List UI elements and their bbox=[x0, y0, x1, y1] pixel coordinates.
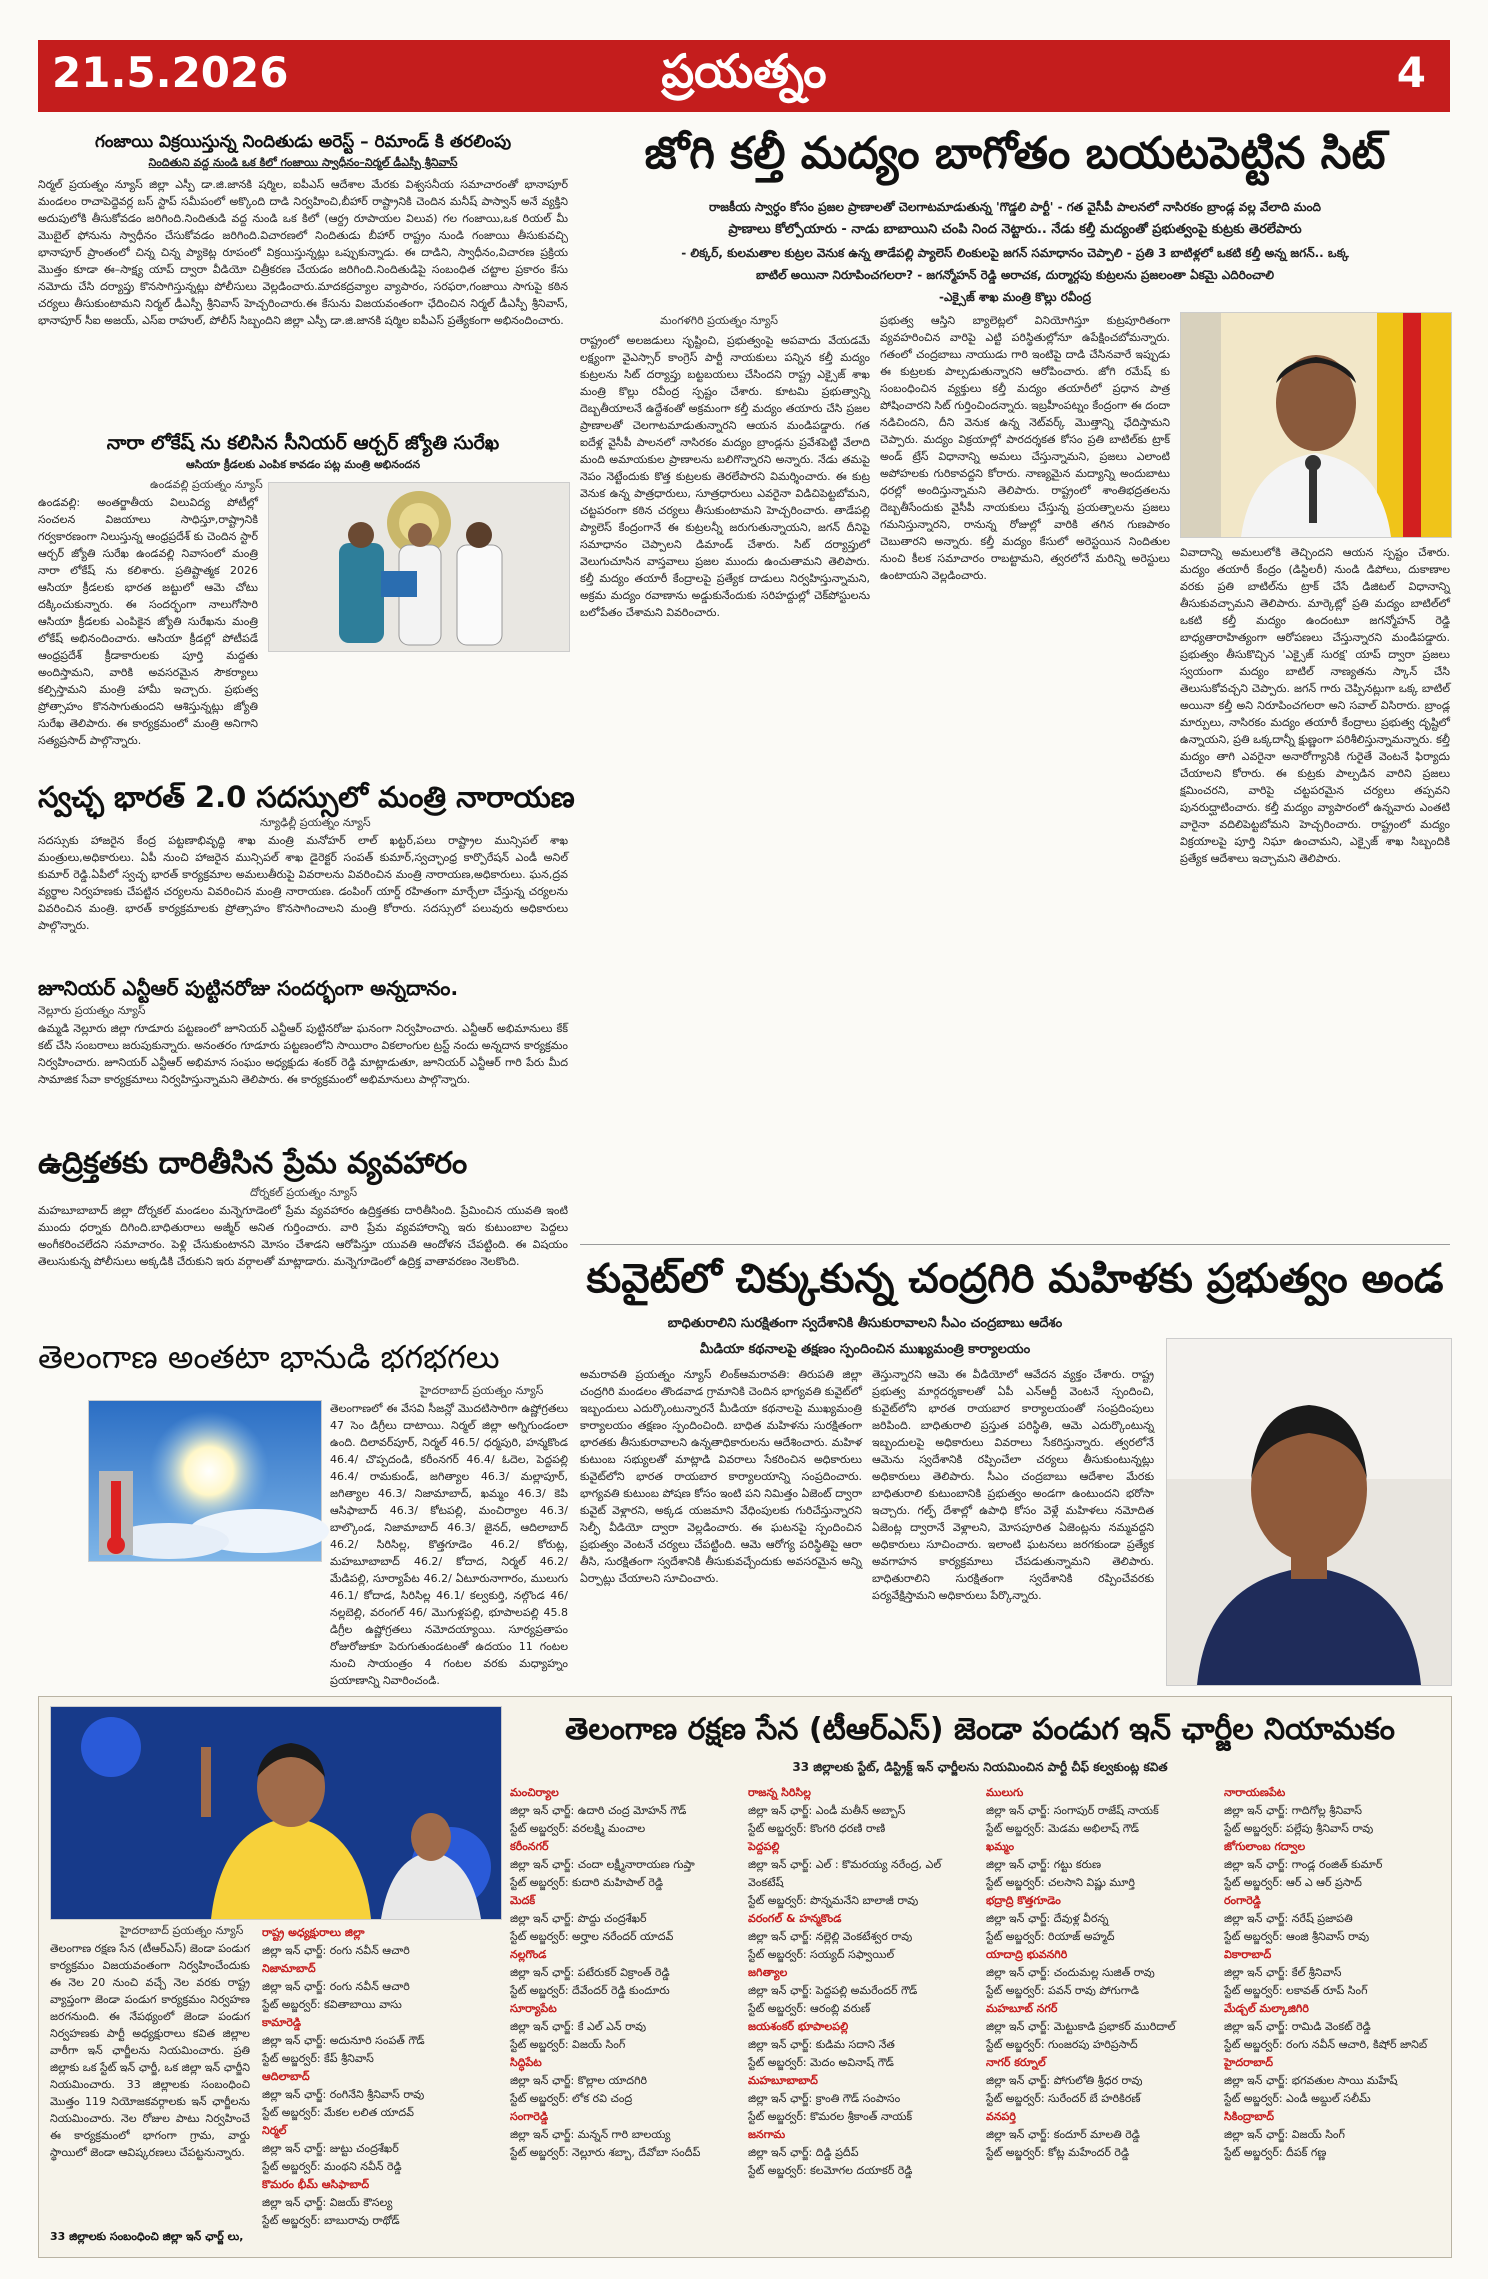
incharge-line: జిల్లా ఇన్ ఛార్జ్: ఎల్ : కొమరయ్య నరేంద్ర, ఎల్ వెంకటేష్ bbox=[748, 1858, 942, 1889]
ganja-subheadline: నిందితుని వద్ద నుండి ఒక కిలో గంజాయి స్వాధీనం–నిర్మల్ డీఎస్పీ శ్రీనివాస్ bbox=[148, 156, 458, 169]
district-name: ఆదిలాబాద్ bbox=[262, 2070, 310, 2083]
incharge-line: జిల్లా ఇన్ ఛార్జ్: గట్టు కరుణ bbox=[986, 1858, 1102, 1871]
kuwait-sub1: బాధితురాలిని సురక్షితంగా స్వదేశానికి తీసుకురావాలని సీఎం చంద్రబాబు ఆదేశం bbox=[667, 1316, 1063, 1331]
district-name: సికింద్రాబాద్ bbox=[1224, 2110, 1275, 2123]
district-name: రాజన్న సిరిసిల్ల bbox=[748, 1786, 811, 1799]
incharge-line: స్టేట్ అబ్జర్వర్: లోక రవి చంద్ర bbox=[510, 2092, 633, 2105]
jyothi-body-left: ఉండవల్లి: అంతర్జాతీయ విలువిద్య పోటీల్లో సంచలన విజయాలు సాధిస్తూ,రాష్ట్రానికి గర్వకారణంగా నిలుస్తున్న ఆంధ్రప్రదేశ్ కు చెందిన స్టార్ ఆర్చర్ జ్యోతి సురేఖ ఉండవల్లి నివాసంలో మంత్రి నారా లోకేష్ ను కలిశారు. ప్రతిష్టాత్మక 2026 ఆసియా క్రీడలకు భారత జట్టులో ఆమె చోటు దక్కించుకున్నారు. ఈ సందర్భంగా నాలుగోసారి ఆసియా క్రీడలకు ఎంపికైన జ్యోతి సురేఖను మంత్రి లోకేష్ అభినందించారు. ఆసియా క్రీడల్లో పోటీపడే ఆంధ్రప్రదేశ్ క్రీడాకారులకు పూర్తి మద్దతు అందిస్తామని, వారికి అవసరమైన సౌకర్యాలు కల్పిస్తామని మంత్రి హామీ ఇచ్చారు. ప్రభుత్వ ప్రోత్సాహం కొనసాగుతుందని ఆశిస్తున్నట్లు జ్యోతి సురేఖ తెలిపారు. ఈ కార్యక్రమంలో మంత్రి అనిగాని సత్యప్రసాద్ పాల్గొన్నారు. bbox=[38, 496, 258, 747]
kuwait-col2: తెస్తున్నారని ఆమె ఈ వీడియోలో ఆవేదన వ్యక్తం చేశారు. రాష్ట్ర ప్రభుత్వ మార్గదర్శకాలతో ఏపీ ఎన్ఆర్టీ వెంటనే స్పందించి, కువైట్‌లోని భారత రాయబార కార్యాలయంతో సంప్రదింపులు జరిపింది. బాధితురాలి ప్రస్తుత పరిస్థితి, ఆమె ఎదుర్కొంటున్న ఇబ్బందులపై అధికారులు వివరాలు సేకరిస్తున్నారు. త్వరలోనే ఆమెను స్వదేశానికి రప్పించేలా చర్యలు తీసుకుంటున్నట్లు అధికారులు తెలిపారు. సీఎం చంద్రబాబు ఆదేశాల మేరకు బాధితురాలి కుటుంబానికి ప్రభుత్వం అండగా ఉంటుందని భరోసా ఇచ్చారు. గల్ఫ్ దేశాల్లో ఉపాధి కోసం వెళ్లే మహిళలు నమోదిత ఏజెంట్ల ద్వారానే వెళ్లాలని, మోసపూరిత ఏజెంట్లను నమ్మవద్దని అధికారులు సూచించారు. ఇలాంటి ఘటనలు జరగకుండా ప్రత్యేక అవగాహన కార్యక్రమాలు చేపడుతున్నామని తెలిపారు. బాధితురాలిని సురక్షితంగా స్వదేశానికి రప్పించేవరకు పర్యవేక్షిస్తామని అధికారులు పేర్కొన్నారు. bbox=[872, 1368, 1154, 1602]
incharge-line: జిల్లా ఇన్ ఛార్జ్: గాండ్ల రంజిత్ కుమార్ bbox=[1224, 1858, 1383, 1871]
district-name: మహబూబాబాద్ bbox=[748, 2074, 818, 2087]
incharge-line: జిల్లా ఇన్ ఛార్జ్: పోగులోతి శ్రీధర రావు bbox=[986, 2074, 1143, 2087]
district-name: జగిత్యాల bbox=[748, 1966, 788, 1979]
district-name: నిర్మల్ bbox=[262, 2124, 287, 2137]
district-name: మంచిర్యాల bbox=[510, 1786, 559, 1799]
district-name: ఖమ్మం bbox=[986, 1840, 1015, 1853]
incharge-line: జిల్లా ఇన్ ఛార్జ్: కొల్లాల యాదగిరి bbox=[510, 2074, 648, 2087]
heat-headline: తెలంగాణ అంతటా భానుడి భగభగలు bbox=[38, 1338, 500, 1376]
district-name: మెదక్ bbox=[510, 1894, 536, 1907]
district-name: యాదాద్రి భువనగిరి bbox=[986, 1948, 1068, 1961]
trs-list-col1 bbox=[510, 1784, 740, 2252]
jyothi-body-cont bbox=[38, 650, 568, 775]
incharge-line: స్టేట్ అబ్జర్వర్: కుదారి మహిపాల్ రెడ్డి bbox=[510, 1876, 664, 1889]
incharge-line: స్టేట్ అబ్జర్వర్: రియాజ్ అహ్మద్ bbox=[986, 1930, 1115, 1943]
trs-list-col2 bbox=[748, 1784, 978, 2252]
trs-dateline: హైదరాబాద్ ప్రయత్నం న్యూస్ bbox=[120, 1924, 244, 1937]
district-name: వనపర్తి bbox=[986, 2110, 1016, 2123]
incharge-line: జిల్లా ఇన్ ఛార్జ్: అదునూరి సంపత్ గౌడ్ bbox=[262, 2034, 425, 2047]
district-name: జనగామ bbox=[748, 2128, 786, 2141]
district-name: రంగారెడ్డి bbox=[1224, 1894, 1261, 1907]
jogi-sub1: రాజకీయ స్వార్ధం కోసం ప్రజల ప్రాణాలతో చెలగాటమాడుతున్న 'గొడ్డలి పార్టీ' - గత వైసీపీ పాలనలో నాసిరకం బ్రాండ్ల వల్ల వేలాది మంది bbox=[708, 200, 1322, 214]
district-name: వికారాబాద్ bbox=[1224, 1948, 1272, 1961]
trs-headline: తెలంగాణ రక్షణ సేన (టీఆర్ఎస్) జెండా పండుగ ఇన్ ఛార్జీల నియామకం bbox=[564, 1712, 1396, 1747]
incharge-line: స్టేట్ అబ్జర్వర్: చలసాని విష్ణు మూర్తి bbox=[986, 1876, 1135, 1889]
incharge-line: జిల్లా ఇన్ ఛార్జ్: మెట్టుకాడి ప్రభాకర్ మురిదాల్ bbox=[986, 2020, 1176, 2033]
incharge-line: స్టేట్ అబ్జర్వర్: పొన్నమనేని బాలాజీ రావు bbox=[748, 1894, 919, 1907]
ntr-body: ఉమ్మడి నెల్లూరు జిల్లా గూడూరు పట్టణంలో జూనియర్ ఎన్టీఆర్ పుట్టినరోజు ఘనంగా నిర్వహించారు. ఎన్టీఆర్ అభిమానులు కేక్ కట్ చేసి సంబరాలు జరుపుకున్నారు. అనంతరం గూడూరు పట్టణంలోని సాయిరాం వికలాంగుల ట్రస్ట్ నందు అన్నదాన కార్యక్రమం నిర్వహించారు. జూనియర్ ఎన్టీఆర్ అభిమాన సంఘం అధ్యక్షుడు శంకర్ రెడ్డి మాట్లాడుతూ, జూనియర్ ఎన్టీఆర్ గారి పేరు మీద సామాజిక సేవా కార్యక్రమాలు నిర్వహిస్తున్నామని తెలిపారు. ఈ కార్యక్రమంలో అభిమానులు పాల్గొన్నారు. bbox=[38, 1022, 568, 1086]
jogi-dateline: మంగళగిరి ప్రయత్నం న్యూస్ bbox=[660, 314, 778, 327]
incharge-line: స్టేట్ అబ్జర్వర్: కొంగరి ధరణి రాణి bbox=[748, 1822, 886, 1835]
kuwait-col1: అమరావతి ప్రయత్నం న్యూస్ లింక్‌ఆమరావతి: తిరుపతి జిల్లా చంద్రగిరి మండలం తొండవాడ గ్రామానికి చెందిన భాగ్యవతి కువైట్‌లో ఇబ్బందులు ఎదుర్కొంటున్నారనే మీడియా కథనాలపై ముఖ్యమంత్రి కార్యాలయం తక్షణం స్పందించింది. బాధిత మహిళను సురక్షితంగా భారతకు తీసుకురావాలని ఉన్నతాధికారులను ఆదేశించారు. మహిళ కుటుంబ సభ్యులతో మాట్లాడి వివరాలు సేకరించిన అధికారులు కువైట్‌లోని భారత రాయబార కార్యాలయాన్ని సంప్రదించారు. భాగ్యవతి కుటుంబ పోషణ కోసం ఇంటి పని నిమిత్తం ఏజెంట్ ద్వారా కువైట్ వెళ్లారని, అక్కడ యజమాని వేధింపులకు గురిచేస్తున్నారని సెల్ఫీ వీడియో ద్వారా వెల్లడించారు. ఈ ఘటనపై స్పందించిన ప్రభుత్వం వెంటనే చర్యలు చేపట్టింది. ఆమె ఆరోగ్య పరిస్థితిపై ఆరా తీసి, సురక్షితంగా స్వదేశానికి తీసుకువచ్చేందుకు అవసరమైన అన్ని ఏర్పాట్లు చేయాలని సూచించారు. bbox=[580, 1368, 862, 1585]
jogi-col4: వివాదాన్ని అమలులోకి తెచ్చిందని ఆయన స్పష్టం చేశారు. మద్యం తయారీ కేంద్రం (డిస్టిలరీ) నుండి డిపోలు, దుకాణాల వరకు ప్రతి బాటిల్‌ను ట్రాక్ చేసే డిజిటల్ విధానాన్ని తీసుకువచ్చామని తెలిపారు. మార్కెట్లో ప్రతి మద్యం బాటిల్‌లో ఒకటి కల్తీ మద్యం ఉందంటూ జగన్మోహన్ రెడ్డి బాధ్యతారాహిత్యంగా ఆరోపణలు చేస్తున్నారని మండిపడ్డారు. ప్రభుత్వం తీసుకొచ్చిన 'ఎక్సైజ్ సురక్ష' యాప్ ద్వారా ప్రజలు స్వయంగా మద్యం బాటిల్ నాణ్యతను స్కాన్ చేసి తెలుసుకోవచ్చని చెప్పారు. జగన్ గారు చెప్పినట్లుగా ఒక్క బాటిల్ అయినా కల్తీ అని నిరూపించగలరా అని సవాల్ విసిరారు. బ్రాండ్ల మార్పులు, నాసిరకం మద్యం తయారీ కేంద్రాలు ప్రభుత్వ దృష్టిలో ఉన్నాయని, ప్రతి ఒక్కదాన్నీ క్షుణ్ణంగా పరిశీలిస్తున్నామన్నారు. కల్తీ మద్యం తాగి ఎవరైనా అనారోగ్యానికి గురైతే వెంటనే ఫిర్యాదు చేయాలని కోరారు. ఈ కుట్రకు పాల్పడిన వారిని ప్రజలు క్షమించరని, వారిపై చట్టపరమైన చర్యలు తప్పవని పునరుద్ఘాటించారు. కల్తీ మద్యం వ్యాపారంలో ఉన్నవారు ఎంతటి వారైనా వదిలిపెట్టబోమని హెచ్చరించారు. రాష్ట్రంలో మద్యం విక్రయాలపై పూర్తి నిఘా ఉంచామని, ఎక్సైజ్ శాఖ సిబ్బందికి ప్రత్యేక ఆదేశాలు ఇచ్చామని తెలిపారు. bbox=[1180, 546, 1450, 865]
love-dateline: దోర్నకల్ ప్రయత్నం న్యూస్ bbox=[250, 1186, 358, 1199]
incharge-line: జిల్లా ఇన్ ఛార్జ్: నల్లెల్లి వెంకటేశ్వర రావు bbox=[748, 1930, 913, 1943]
jogi-sub2: ప్రాణాలు కోల్పోయారు - నాడు బాబాయిని చంపి నింద నెట్టారు.. నేడు కల్తీ మద్యంతో ప్రభుత్వంపై కుట్రకు తెరలేపారు bbox=[728, 222, 1302, 237]
trs-list-col0 bbox=[262, 1924, 498, 2254]
district-name: నారాయణపేట bbox=[1224, 1786, 1286, 1799]
incharge-line: జిల్లా ఇన్ ఛార్జ్: విజయ్ కౌసల్య bbox=[262, 2196, 393, 2209]
masthead bbox=[38, 40, 1450, 112]
incharge-line: స్టేట్ అబ్జర్వర్: విజయ్ సింగ్ bbox=[510, 2038, 626, 2051]
trs-list-col4 bbox=[1224, 1784, 1446, 2252]
page-number: 4 bbox=[1396, 48, 1426, 97]
district-name: వరంగల్ & హన్మకొండ bbox=[748, 1912, 842, 1925]
minister-photo bbox=[1180, 312, 1452, 538]
incharge-line: జిల్లా ఇన్ ఛార్జ్: కందూర్ మాలతి రెడ్డి bbox=[986, 2128, 1140, 2141]
incharge-line: జిల్లా ఇన్ ఛార్జ్: ఎండీ మతీన్ అబ్బాస్ bbox=[748, 1804, 906, 1817]
jogi-col1: రాష్ట్రంలో అలజడులు సృష్టించి, ప్రభుత్వంపై అపవాదు వేయడమే లక్ష్యంగా వైఎస్సార్ కాంగ్రెస్ పార్టీ నాయకులు పన్నిన కల్తీ మద్యం కుట్రలను సిట్ దర్యాప్తు బట్టబయలు చేసిందని రాష్ట్ర ఎక్సైజ్ శాఖ మంత్రి కొల్లు రవీంద్ర స్పష్టం చేశారు. కూటమి ప్రభుత్వాన్ని దెబ్బతీయాలనే ఉద్దేశంతో అక్రమంగా కల్తీ మద్యం తయారు చేసి ప్రజల ప్రాణాలతో చెలగాటమాడుతున్నారని ఆయన మండిపడ్డారు. గత ఐదేళ్ల వైసీపీ పాలనలో నాసిరకం మద్యం బ్రాండ్లను ప్రవేశపెట్టి వేలాది మంది అమాయకుల ప్రాణాలను బలిగొన్నారని అన్నారు. నేడు తమపై నెపం నెట్టేందుకు కొత్త కుట్రలకు తెరలేపారని విమర్శించారు. ఈ కుట్ర వెనుక ఉన్న పాత్రధారులు, సూత్రధారులు ఎవరైనా విడిచిపెట్టబోమని, చట్టపరంగా కఠిన చర్యలు తీసుకుంటామని హెచ్చరించారు. తాడేపల్లి ప్యాలెస్ కేంద్రంగానే ఈ కుట్రలన్నీ జరుగుతున్నాయని, జగన్ దీనిపై సమాధానం చెప్పాలని డిమాండ్ చేశారు. సిట్ దర్యాప్తులో వెలుగుచూసిన వాస్తవాలు ప్రజల ముందు ఉంచుతామని తెలిపారు. కల్తీ మద్యం తయారీ కేంద్రాలపై ప్రత్యేక దాడులు నిర్వహిస్తున్నామని, అక్రమ మద్యం రవాణాను అడ్డుకునేందుకు సరిహద్దుల్లో చెక్‌పోస్టులను బలోపేతం చేశామని వివరించారు. bbox=[580, 334, 870, 619]
love-headline: ఉద్రిక్తతకు దారితీసిన ప్రేమ వ్యవహారం bbox=[38, 1146, 468, 1181]
incharge-line: స్టేట్ అబ్జర్వర్: పల్లేపు శ్రీనివాస్ రావు bbox=[1224, 1822, 1374, 1835]
district-name: సూర్యాపేట bbox=[510, 2002, 557, 2015]
incharge-line: జిల్లా ఇన్ ఛార్జ్: రంగు నవీన్ ఆచారి bbox=[262, 1980, 410, 1993]
incharge-line: స్టేట్ అబ్జర్వర్: లకావత్ రూప్ సింగ్ bbox=[1224, 1984, 1368, 1997]
incharge-line: స్టేట్ అబ్జర్వర్: అర్హాల నరేందర్ యాదవ్ bbox=[510, 1930, 674, 1943]
incharge-line: జిల్లా ఇన్ ఛార్జ్: చందా లక్ష్మీనారాయణ గుప్తా bbox=[510, 1858, 695, 1871]
trs-footer: 33 జిల్లాలకు సంబంధించి జిల్లా ఇన్ ఛార్జ్ లు, bbox=[50, 2230, 244, 2243]
jogi-headline: జోగి కల్తీ మద్యం బాగోతం బయటపెట్టిన సిట్ bbox=[644, 128, 1386, 179]
ganja-body: నిర్మల్ ప్రయత్నం న్యూస్ జిల్లా ఎస్పీ డా.జి.జానకి షర్మిల, ఐపీఎస్ ఆదేశాల మేరకు విశ్వసనీయ సమాచారంతో భానాపూర్ మండలం రాచాపెద్దెవర్ల బస్ స్టాప్ సమీపంలో అక్కొంది దాడి నిర్వహించి,బీహార్ రాష్ట్రానికి చెందిన మనీష్ పాస్వాన్ అనే వ్యక్తిని అదుపులోకి తీసుకోవడం జరిగింది.నిందితుడి వద్ద నుండి ఒక కిలో (ఆర్ద్ర రూపాయల విలువ) గల గంజాయి,ఒక రియల్ మీ మొబైల్ ఫోనును స్వాధీనం చేసుకోవడం జరిగింది.విచారణలో నిందితుడు బీహార్ రాష్ట్రం నుండి గంజాయి తీసుకువచ్చి భానాపూర్ ప్రాంతంలో చిన్న చిన్న ప్యాకెట్ల రూపంలో విక్రయిస్తున్నట్లు ఒప్పుకున్నాడు. ఈ దాడిని, స్వాధీనం,విచారణ ప్రక్రియ మొత్తం కూడా ఈ–సాక్ష్య యాప్ ద్వారా వీడియో చిత్రీకరణ చేయడం జరిగింది.నిందితుడిపై సంబంధిత చట్టాల ప్రకారం కేసు నమోదు చేసి దర్యాప్తు కొనసాగిస్తున్నట్లు పోలీసులు వెల్లడించారు.మాదకద్రవ్యాల వ్యాపారం, సరఫరా,గంజాయి సాగుపై కఠిన చర్యలు తీసుకుంటామని నిర్మల్ డీఎస్పీ శ్రీనివాస్ హెచ్చరించారు.ఈ కేసును విజయవంతంగా ఛేదించిన నిర్మల్ డీఎస్పీ శ్రీనివాస్, భానాపూర్ సీఐ అజయ్, ఎస్ఐ రాహుల్, పోలీస్ సిబ్బందిని జిల్లా ఎస్పీ డా.జి.జానకి షర్మిల ఐపీఎస్ ప్రత్యేకంగా అభినందించారు. bbox=[38, 178, 568, 327]
district-name: కామారెడ్డి bbox=[262, 2016, 302, 2029]
incharge-line: స్టేట్ అబ్జర్వర్: గుంజరపు హరిప్రసాద్ bbox=[986, 2038, 1138, 2051]
incharge-line: స్టేట్ అబ్జర్వర్: కలమోగల దయాకర్ రెడ్డి bbox=[748, 2164, 913, 2177]
incharge-line: స్టేట్ అబ్జర్వర్: మెదం అవినాష్ గౌడ్ bbox=[748, 2056, 894, 2069]
incharge-line: జిల్లా ఇన్ ఛార్జ్: చందుమల్ల సుజిత్ రావు bbox=[986, 1966, 1155, 1979]
incharge-line: స్టేట్ అబ్జర్వర్: సురేందర్ బే హరికిరణ్ bbox=[986, 2092, 1141, 2105]
incharge-line: జిల్లా ఇన్ ఛార్జ్: కుడిమ సదాని నేత bbox=[748, 2038, 895, 2051]
incharge-line: స్టేట్ అబ్జర్వర్: పవన్ రావు పోగుగాడి bbox=[986, 1984, 1140, 1997]
incharge-line: జిల్లా ఇన్ ఛార్జ్: మన్నన్ గారి బాలయ్య bbox=[510, 2128, 671, 2141]
ganja-headline: గంజాయి విక్రయిస్తున్న నిందితుడు అరెస్ట్ – రిమాండ్ కి తరలింపు bbox=[94, 132, 512, 152]
district-name: నాగర్ కర్నూల్ bbox=[986, 2056, 1046, 2069]
incharge-line: స్టేట్ అబ్జర్వర్: దేవేందర్ రెడ్డి కుందూరు bbox=[510, 1984, 670, 1997]
incharge-line: జిల్లా ఇన్ ఛార్జ్: సంగాపుర్ రాజేష్ నాయక్ bbox=[986, 1804, 1159, 1817]
divider bbox=[580, 1244, 1450, 1245]
incharge-line: జిల్లా ఇన్ ఛార్జ్: పొద్దు చంద్రశేఖర్ bbox=[510, 1912, 647, 1925]
incharge-line: జిల్లా ఇన్ ఛార్జ్: రంగు నవీన్ ఆచారి bbox=[262, 1944, 410, 1957]
incharge-line: జిల్లా ఇన్ ఛార్జ్: జుట్టు చంద్రశేఖర్ bbox=[262, 2142, 399, 2155]
incharge-line: జిల్లా ఇన్ ఛార్జ్: ఉదారి చంద్ర మోహన్ గౌడ్ bbox=[510, 1804, 687, 1817]
incharge-line: స్టేట్ అబ్జర్వర్: బాబురావు రాథోడ్ bbox=[262, 2214, 400, 2227]
district-name: సంగారెడ్డి bbox=[510, 2110, 549, 2123]
incharge-line: స్టేట్ అబ్జర్వర్: మంథని నవీన్ రెడ్డి bbox=[262, 2160, 402, 2173]
swachh-headline: స్వచ్ఛ భారత్ 2.0 సదస్సులో మంత్రి నారాయణ bbox=[38, 780, 575, 814]
district-name: మహబూబ్ నగర్ bbox=[986, 2002, 1058, 2015]
incharge-line: స్టేట్ అబ్జర్వర్: మెడమ అభిలాష్ గౌడ్ bbox=[986, 1822, 1140, 1835]
incharge-line: జిల్లా ఇన్ ఛార్జ్: కే ఎల్ ఎన్ రావు bbox=[510, 2020, 647, 2033]
incharge-line: జిల్లా ఇన్ ఛార్జ్: భగవతుల సాయి మహేష్ bbox=[1224, 2074, 1398, 2087]
district-name: నల్లగొండ bbox=[510, 1948, 547, 1961]
district-name: హైదరాబాద్ bbox=[1224, 2056, 1273, 2069]
incharge-line: జిల్లా ఇన్ ఛార్జ్: పటేరుకర్ విక్రాంత్ రెడ్డి bbox=[510, 1966, 670, 1979]
jyothi-subheadline: ఆసియా క్రీడలకు ఎంపిక కావడం పట్ల మంత్రి అభినందన bbox=[185, 458, 421, 471]
trs-body: తెలంగాణ రక్షణ సేన (టీఆర్ఎస్) జెండా పండుగ కార్యక్రమం విజయవంతంగా నిర్వహించేందుకు ఈ నెల 20 నుంచి వచ్చే నెల వరకు రాష్ట్ర వ్యాప్తంగా జెండా పండుగ కార్యక్రమం నిర్వహణ జరగనుంది. ఈ నేపథ్యంలో జెండా పండుగ నిర్వహణకు పార్టీ అధ్యక్షురాలు కవిత జిల్లాల వారీగా ఇన్ ఛార్జీలను నియమించారు. ప్రతి జిల్లాకు ఒక స్టేట్ ఇన్ ఛార్జీ, ఒక జిల్లా ఇన్ ఛార్జీని నియమించారు. 33 జిల్లాలకు సంబంధించి మొత్తం 119 నియోజకవర్గాలకు ఇన్ ఛార్జీలను నియమించారు. నెల రోజుల పాటు నిర్వహించే ఈ కార్యక్రమంలో భాగంగా గ్రామ, వార్డు స్థాయిలో జెండా ఆవిష్కరణలు చేపట్టనున్నారు. bbox=[50, 1942, 250, 2159]
incharge-line: జిల్లా ఇన్ ఛార్జ్: విజయ్ సింగ్ bbox=[1224, 2128, 1345, 2141]
incharge-line: స్టేట్ అబ్జర్వర్: ఆరంబ్లి వరుణ్ bbox=[748, 2002, 871, 2015]
ntr-dateline: నెల్లూరు ప్రయత్నం న్యూస్ bbox=[38, 1004, 146, 1017]
trs-subheadline: 33 జిల్లాలకు స్టేట్, డిస్ట్రిక్ట్ ఇన్ ఛార్జీలను నియమించిన పార్టీ చీఫ్ కల్వకుంట్ల కవిత bbox=[792, 1760, 1168, 1774]
district-name: సిద్ధిపేట bbox=[510, 2056, 542, 2069]
incharge-line: జిల్లా ఇన్ ఛార్జ్: రామిడి వెంకట్ రెడ్డి bbox=[1224, 2020, 1371, 2033]
jyothi-headline: నారా లోకేష్ ను కలిసిన సీనియర్ ఆర్చర్ జ్యోతి సురేఖ bbox=[106, 432, 500, 454]
incharge-line: స్టేట్ అబ్జర్వర్: వరలక్ష్మి మంచాల bbox=[510, 1822, 646, 1835]
district-name: మేడ్చల్ మల్కాజిగిరి bbox=[1224, 2002, 1309, 2015]
district-name: కరీంనగర్ bbox=[510, 1840, 549, 1853]
heat-photo bbox=[88, 1400, 322, 1562]
incharge-line: స్టేట్ అబ్జర్వర్: సయ్యద్ సఫ్వాయిల్ bbox=[748, 1948, 895, 1961]
district-name: కొమరం భీమ్ ఆసిఫాబాద్ bbox=[262, 2178, 370, 2191]
incharge-line: స్టేట్ అబ్జర్వర్: రంగు నవీన్ ఆచారి, కిషోర్ జానిబ్ bbox=[1224, 2038, 1428, 2051]
incharge-line: స్టేట్ అబ్జర్వర్: ఎండీ అబ్దుల్ సలీమ్ bbox=[1224, 2092, 1371, 2105]
heat-dateline: హైదరాబాద్ ప్రయత్నం న్యూస్ bbox=[420, 1384, 544, 1397]
district-name: భద్రాద్రి కొత్తగూడెం bbox=[986, 1894, 1061, 1907]
incharge-line: జిల్లా ఇన్ ఛార్జ్: క్రాంతి గౌడ్ సంపాసం bbox=[748, 2092, 901, 2105]
jyothi-dateline: ఉండవల్లి ప్రయత్నం న్యూస్ bbox=[150, 478, 263, 491]
jogi-col2: ప్రభుత్వ ఆస్తిని బ్యాలెట్లలో వినియోగిస్తూ కుట్రపూరితంగా వ్యవహరించిన వారిపై ఎట్టి పరిస్థితుల్లోనూ ఉపేక్షించబోమన్నారు. గతంలో చంద్రబాబు నాయుడు గారి ఇంటిపై దాడి చేసినవారే ఇప్పుడు ఈ కుట్రలకు పాల్పడుతున్నారని ఆరోపించారు. జోగి రమేష్ కు సంబంధించిన వ్యక్తులు కల్తీ మద్యం తయారీలో ప్రధాన పాత్ర పోషించారని సిట్ గుర్తించిందన్నారు. ఇబ్రహీంపట్నం కేంద్రంగా ఈ దందా నడిచిందని, దీని వెనుక ఉన్న నెట్‌వర్క్ మొత్తాన్ని ఛేదిస్తామని చెప్పారు. మద్యం విక్రయాల్లో పారదర్శకత కోసం ప్రతి బాటిల్‌కు ట్రాక్ అండ్ ట్రేస్ విధానాన్ని అమలు చేస్తున్నామని, ప్రజలు ఎలాంటి అపోహలకు గురికావద్దని కోరారు. నాణ్యమైన మద్యాన్ని అందుబాటు ధరల్లో అందిస్తున్నామని తెలిపారు. రాష్ట్రంలో శాంతిభద్రతలను దెబ్బతీసేందుకు వైసీపీ నాయకులు చేస్తున్న ప్రయత్నాలను ప్రజలు గమనిస్తున్నారని, రానున్న రోజుల్లో వారికి తగిన గుణపాఠం చెబుతారని అన్నారు. కల్తీ మద్యం కేసులో అరెస్టయిన నిందితుల నుంచి కీలక సమాచారం రాబట్టామని, త్వరలోనే మరిన్ని అరెస్టులు ఉంటాయని వెల్లడించారు. bbox=[880, 314, 1170, 582]
incharge-line: స్టేట్ అబ్జర్వర్: ఆంజి శ్రీనివాస్ రావు bbox=[1224, 1930, 1370, 1943]
incharge-line: జిల్లా ఇన్ ఛార్జ్: కేల్ శ్రీనివాస్ bbox=[1224, 1966, 1342, 1979]
district-name: జోగులాంబ గద్వాల bbox=[1224, 1840, 1306, 1853]
heat-body-cont bbox=[38, 1570, 568, 1682]
district-name: ములుగు bbox=[986, 1786, 1024, 1799]
incharge-line: జిల్లా ఇన్ ఛార్జ్: నరేష్ ప్రజాపతి bbox=[1224, 1912, 1353, 1925]
swachh-dateline: న్యూఢిల్లీ ప్రయత్నం న్యూస్ bbox=[260, 816, 371, 829]
district-name: పెద్దపల్లి bbox=[748, 1840, 780, 1853]
incharge-line: స్టేట్ అబ్జర్వర్: కొమరల శ్రీకాంత్ నాయక్ bbox=[748, 2110, 913, 2123]
incharge-line: స్టేట్ అబ్జర్వర్: దీపక్ గణ్ణ bbox=[1224, 2146, 1327, 2159]
incharge-line: స్టేట్ అబ్జర్వర్: నెల్లూరు శబ్బా, దేవోబా సందీప్ bbox=[510, 2146, 701, 2159]
district-name: నిజామాబాద్ bbox=[262, 1962, 316, 1975]
newspaper-title: ప్రయత్నం bbox=[661, 44, 827, 98]
kuwait-sub2: మీడియా కథనాలపై తక్షణం స్పందించిన ముఖ్యమంత్రి కార్యాలయం bbox=[699, 1342, 1031, 1357]
incharge-line: స్టేట్ అబ్జర్వర్: కోట్ల మహేందర్ రెడ్డి bbox=[986, 2146, 1130, 2159]
kuwait-woman-photo bbox=[1166, 1338, 1452, 1686]
incharge-line: స్టేట్ అబ్జర్వర్: మేకల లలిత యాదవ్ bbox=[262, 2106, 414, 2119]
trs-list-col3 bbox=[986, 1784, 1216, 2252]
incharge-line: జిల్లా ఇన్ ఛార్జ్: గాదిగోల్ల శ్రీనివాస్ bbox=[1224, 1804, 1362, 1817]
jogi-sub5: -ఎక్సైజ్ శాఖ మంత్రి కొల్లు రవీంద్ర bbox=[939, 290, 1091, 304]
issue-date: 21.5.2026 bbox=[52, 48, 289, 97]
district-name: రాష్ట్ర అధ్యక్షురాలు జిల్లా bbox=[262, 1926, 365, 1939]
incharge-line: జిల్లా ఇన్ ఛార్జ్: పెద్దపల్లి అమరేందర్ గౌడ్ bbox=[748, 1984, 918, 1997]
jogi-sub3: - లిక్కర్, కులమతాల కుట్రల వెనుక ఉన్న తాడేపల్లి ప్యాలెస్ లింకులపై జగన్ సమాధానం చెప్పాలి - ప్రతి 3 బాటిళ్లలో ఒకటి కల్తీ అన్న జగన్.. ఒక్క bbox=[681, 246, 1349, 260]
district-name: జయశంకర్ భూపాలపల్లి bbox=[748, 2020, 849, 2033]
kavitha-photo bbox=[50, 1706, 502, 1920]
ntr-headline: జూనియర్ ఎన్టీఆర్ పుట్టినరోజు సందర్భంగా అన్నదానం. bbox=[38, 976, 459, 1000]
incharge-line: స్టేట్ అబ్జర్వర్: కేప్ శ్రీనివాస్ bbox=[262, 2052, 374, 2065]
incharge-line: జిల్లా ఇన్ ఛార్జ్: రంగినేని శ్రీనివాస్ రావు bbox=[262, 2088, 425, 2101]
swachh-body: సదస్సుకు హాజరైన కేంద్ర పట్టణాభివృద్ధి శాఖ మంత్రి మనోహర్ లాల్ ఖట్టర్,పలు రాష్ట్రాల మున్సిపల్ శాఖ మంత్రులు,అధికారులు. ఏపీ నుంచి హాజరైన మున్సిపల్ శాఖ డైరెక్టర్ సంపత్ కుమార్,స్వచ్ఛాంధ్ర కార్పొరేషన్ ఎండీ అనిల్ కుమార్ రెడ్డి.ఏపీలో స్వచ్ఛ భారత్ కార్యక్రమాల అమలుతీరుపై వివరాలను వివరించిన మంత్రి నారాయణ,అధికారులు. ఘన,ద్రవ వ్యర్థాల నిర్వహణకు చేపట్టిన చర్యలను వివరించిన మంత్రి నారాయణ. డంపింగ్ యార్డ్ రహితంగా మార్చేలా చేస్తున్న చర్యలను వివరించిన మంత్రి. భారత్ కార్యక్రమాలకు ప్రోత్సాహం కొనసాగించాలని మంత్రి కోరారు. సదస్సులో పలువురు అధికారులు పాల్గొన్నారు. bbox=[38, 834, 568, 932]
incharge-line: జిల్లా ఇన్ ఛార్జ్: దిడ్డి ప్రదీప్ bbox=[748, 2146, 859, 2159]
incharge-line: స్టేట్ అబ్జర్వర్: కవితాబాయి వాసు bbox=[262, 1998, 402, 2011]
incharge-line: జిల్లా ఇన్ ఛార్జ్: దేవుళ్ల వీరన్న bbox=[986, 1912, 1109, 1925]
kuwait-headline: కువైట్‌లో చిక్కుకున్న చంద్రగిరి మహిళకు ప్రభుత్వం అండ bbox=[586, 1256, 1444, 1302]
jogi-sub4: బాటిల్ అయినా నిరూపించగలరా? - జగన్మోహన్ రెడ్డి అరాచక, దుర్మార్గపు కుట్రలను ప్రజలంతా ఏకమై ఎదిరించాలి bbox=[755, 268, 1275, 282]
love-body: మహబూబాబాద్ జిల్లా దోర్నకల్ మండలం మన్నెగూడెంలో ప్రేమ వ్యవహారం ఉద్రిక్తతకు దారితీసింది. ప్రేమించిన యువతి ఇంటి ముందు ధర్నాకు దిగింది.బాధితురాలు అజ్మీర్ అనిత గుర్తించారు. వారి ప్రేమ వ్యవహారాన్ని ఇరు కుటుంబాల పెద్దలు అంగీకరించలేదని సమాచారం. పెళ్లి చేసుకుంటానని మోసం చేశాడని ఆరోపిస్తూ యువతి ఆందోళన చేపట్టింది. ఈ విషయం తెలుసుకున్న పోలీసులు అక్కడికి చేరుకుని ఇరు వర్గాలతో మాట్లాడారు. మన్నెగూడెంలో ఉద్రిక్త వాతావరణం నెలకొంది. bbox=[38, 1204, 568, 1268]
heat-body-right: తెలంగాణలో ఈ వేసవి సీజన్లో మొదటిసారిగా ఉష్ణోగ్రతలు 47 సెం డిగ్రీలు దాటాయి. నిర్మల్ జిల్లా అగ్నిగుండంలా ఉంది. దిలావర్‌పూర్, నిర్మల్ 46.5/ ధర్మపురి, హన్మకొండ 46.4/ చొప్పదండి, కరీంనగర్ 46.4/ ఓదెల, పెద్దపల్లి 46.4/ రామకుండ్, జగిత్యాల 46.3/ మల్లాపూర్, జగిత్యాల 46.3/ నిజామాబాద్, ఖమ్మం 46.3/ కెపి ఆసిఫాబాద్ 46.3/ కోటపల్లి, మంచిర్యాల 46.3/ బాల్కొండ, నిజామాబాద్ 46.3/ జైనద్, ఆదిలాబాద్ 46.2/ సిరిసిల్ల, కొత్తగూడెం 46.2/ కోరుట్ల, మహబూబాబాద్ 46.2/ కోదాద, నిర్మల్ 46.2/ మేడిపల్లి, సూర్యాపేట 46.2/ ఏటూరునాగారం, ములుగు 46.1/ కోదాడ, సిరిసిల్ల 46.1/ కల్వకుర్తి, నల్గొండ 46/ నల్లబెల్లి, వరంగల్ 46/ మొగుళ్లపల్లి, భూపాలపల్లి 45.8 డిగ్రీల ఉష్ణోగ్రతలు నమోదయ్యాయి. సూర్యప్రతాపం రోజురోజుకూ పెరుగుతుండటంతో ఉదయం 11 గంటల నుంచి సాయంత్రం 4 గంటల వరకు మధ్యాహ్నం ప్రయాణాన్ని నివారించండి. bbox=[330, 1402, 568, 1687]
jyothi-photo bbox=[268, 482, 570, 652]
incharge-line: స్టేట్ అబ్జర్వర్: ఆర్ ఎ ఆర్ ప్రసాద్ bbox=[1224, 1876, 1362, 1889]
